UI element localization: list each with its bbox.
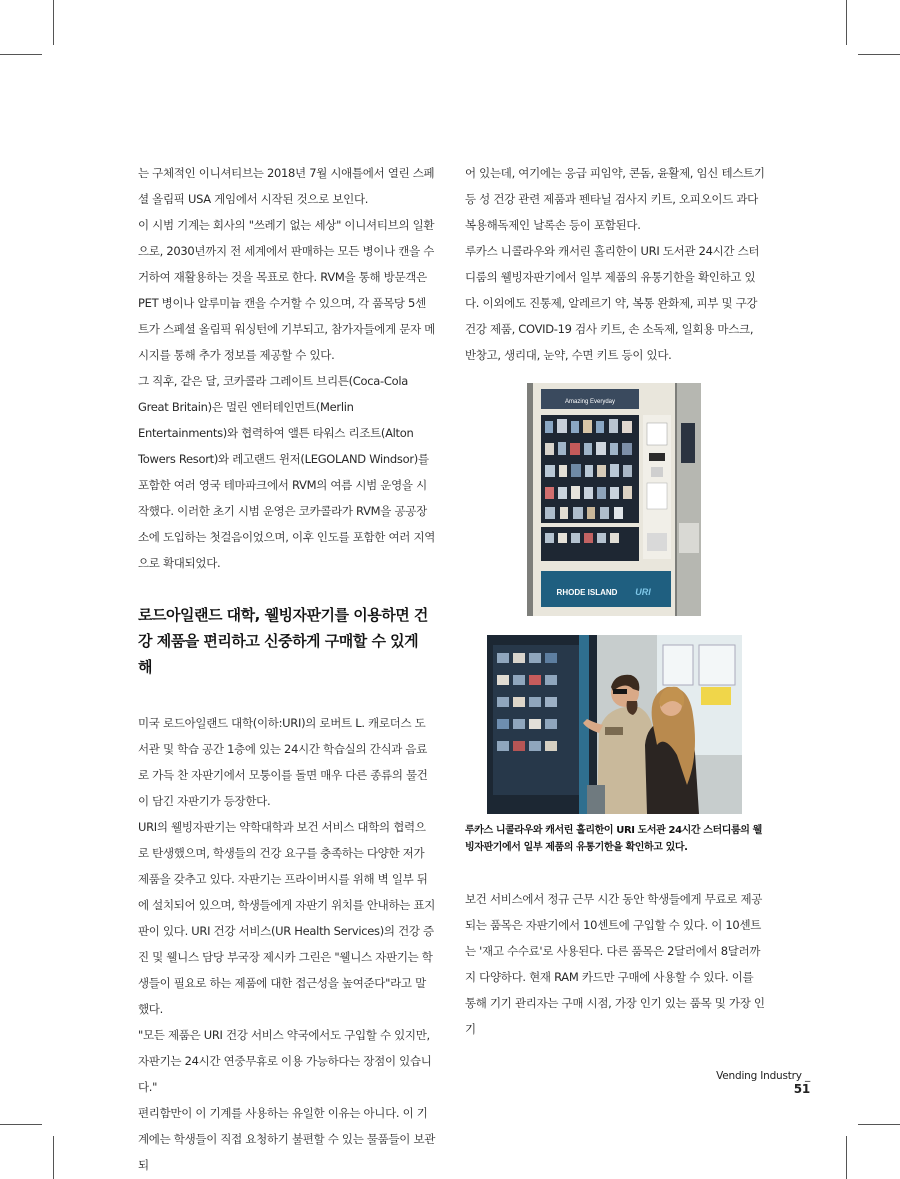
students-illustration: [487, 635, 742, 814]
crop-mark: [0, 1124, 42, 1125]
paragraph: "모든 제품은 URI 건강 서비스 약국에서도 구입할 수 있지만, 자판기는 24시간 연중무휴로 이용 가능하다는 장점이 있습니다.": [138, 1028, 432, 1094]
paragraph: 는 구체적인 이니셔티브는 2018년 7월 시애틀에서 열린 스페셜 올림픽 USA 게임에서 시작된 것으로 보인다.: [138, 166, 435, 206]
vending-machine-illustration: [527, 383, 701, 616]
page-footer: [700, 1070, 810, 1096]
crop-mark: [53, 1136, 54, 1179]
photo-caption: 루카스 니콜라우와 캐서린 홀리한이 URI 도서관 24시간 스터디룸의 웰빙자판기에서 일부 제품의 유통기한을 확인하고 있다.: [465, 825, 762, 853]
paragraph: 이 시범 기계는 회사의 "쓰레기 없는 세상" 이니셔티브의 일환으로, 2030년까지 전 세계에서 판매하는 모든 병이나 캔을 수거하여 재활용하는 것을 목표로 한다. RVM을 통해 방문객은 PET 병이나 알루미늄 캔을 수거할 수 있으며, 각 품목당 5센트가 스페셜 올림픽 워싱턴에 기부되고, 참가자들에게 문자 메시지를 통해 추가 정보를 제공할 수 있다.: [138, 218, 436, 362]
right-text-column-bottom: [465, 886, 765, 1042]
paragraph: 편리함만이 이 기계를 사용하는 유일한 이유는 아니다. 이 기계에는 학생들이 직접 요청하기 불편할 수 있는 물품들이 보관되: [138, 1106, 436, 1172]
vending-machine-photo: [527, 383, 701, 616]
paragraph: URI의 웰빙자판기는 약학대학과 보건 서비스 대학의 협력으로 탄생했으며, 학생들의 건강 요구를 충족하는 다양한 저가 제품을 갖추고 있다. 자판기는 프라이버시를 위해 벽 일부 뒤에 설치되어 있으며, 학생들에게 자판기 위치를 안내하는 표지판이 있다. URI 건강 서비스(UR Health Services)의 건강 증진 및 웰니스 담당 부국장 제시카 그린은 "웰니스 자판기는 학생들이 필요로 하는 제품에 대한 접근성을 높여준다"라고 말했다.: [138, 820, 436, 1016]
page-number: 51: [793, 1082, 810, 1096]
machine-banner-accent: URI: [635, 587, 651, 597]
crop-mark: [858, 54, 900, 55]
crop-mark: [858, 1124, 900, 1125]
paragraph: 그 직후, 같은 달, 코카콜라 그레이트 브리튼(Coca-Cola Great Britain)은 멀린 엔터테인먼트(Merlin Entertainments)와 협력하여 앨튼 타워스 리조트(Alton Towers Resort)와 레고랜드 윈저(LEGOLAND Windsor)를 포함한 여러 영국 테마파크에서 RVM의 여름 시범 운영을 시작했다. 이러한 초기 시범 운영은 코카콜라가 RVM을 공공장소에 도입하는 첫걸음이었으며, 이후 인도를 포함한 여러 지역으로 확대되었다.: [138, 374, 436, 570]
right-text-column-top: [465, 160, 765, 368]
crop-mark: [846, 1136, 847, 1179]
crop-mark: [53, 0, 54, 45]
crop-mark: [0, 54, 42, 55]
crop-mark: [846, 0, 847, 45]
machine-sign-text: Amazing Everyday: [564, 399, 616, 405]
left-text-column: [138, 160, 436, 1178]
paragraph: 어 있는데, 여기에는 응급 피임약, 콘돔, 윤활제, 임신 테스트기 등 성 건강 관련 제품과 펜타닐 검사지 키트, 오피오이드 과다복용해독제인 날록손 등이 포함된다.: [465, 166, 765, 232]
paragraph: 미국 로드아일랜드 대학(이하:URI)의 로버트 L. 캐로더스 도서관 및 학습 공간 1층에 있는 24시간 학습실의 간식과 음료로 가득 찬 자판기에서 모퉁이를 돌면 매우 다른 종류의 물건이 담긴 자판기가 등장한다.: [138, 716, 428, 808]
machine-banner-text: RHODE ISLAND: [556, 588, 618, 597]
section-heading: 로드아일랜드 대학, 웰빙자판기를 이용하면 건강 제품을 편리하고 신중하게 구매할 수 있게 해: [138, 606, 428, 676]
paragraph: 루카스 니콜라우와 캐서린 홀리한이 URI 도서관 24시간 스터디룸의 웰빙자판기에서 일부 제품의 유통기한을 확인하고 있다. 이외에도 진통제, 알레르기 약, 복통 완화제, 피부 및 구강 건강 제품, COVID-19 검사 키트, 손 소독제, 일회용 마스크, 반창고, 생리대, 눈약, 수면 키트 등이 있다.: [465, 244, 760, 362]
publication-name: Vending Industry _: [716, 1070, 810, 1082]
paragraph: 보건 서비스에서 정규 근무 시간 동안 학생들에게 무료로 제공되는 품목은 자판기에서 10센트에 구입할 수 있다. 이 10센트는 '재고 수수료'로 사용된다. 다른 품목은 2달러에서 8달러까지 다양하다. 현재 RAM 카드만 구매에 사용할 수 있다. 이를 통해 기기 관리자는 구매 시점, 가장 인기 있는 품목 및 가장 인기: [465, 892, 765, 1036]
students-at-machine-photo: [487, 635, 742, 814]
